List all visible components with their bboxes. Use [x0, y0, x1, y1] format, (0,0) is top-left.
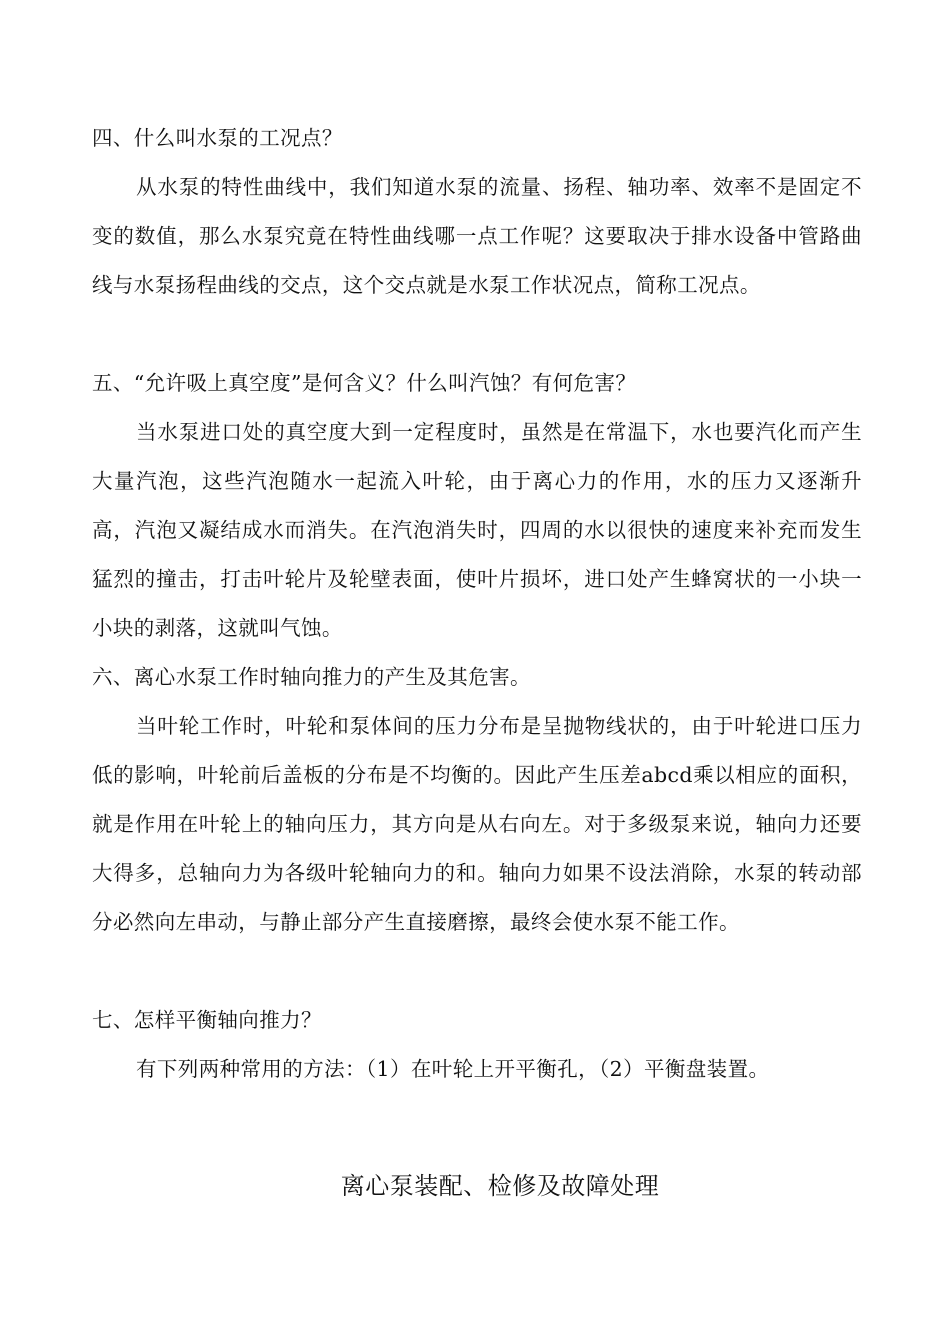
question-5-heading: 五、“允许吸上真空度”是何含义？什么叫汽蚀？有何危害？	[92, 371, 637, 395]
question-5-answer: 当水泵进口处的真空度大到一定程度时，虽然是在常温下，水也要汽化而产生大量汽泡，这些汽泡随水一起流入叶轮，由于离心力的作用，水的压力又逐渐升高，汽泡又凝结成水而消失。在汽泡消失时，四周的水以很快的速度来补充而发生猛烈的撞击，打击叶轮片及轮壁表面，使叶片损坏，进口处产生蜂窝状的一小块一小块的剥落，这就叫气蚀。	[92, 420, 862, 640]
question-4-answer: 从水泵的特性曲线中，我们知道水泵的流量、扬程、轴功率、效率不是固定不变的数值，那么水泵究竟在特性曲线哪一点工作呢？这要取决于排水设备中管路曲线与水泵扬程曲线的交点，这个交点就是水泵工作状况点，简称工况点。	[92, 175, 862, 297]
section-title: 离心泵装配、检修及故障处理	[340, 1172, 660, 1200]
question-7-answer: 有下列两种常用的方法：（1）在叶轮上开平衡孔，（2）平衡盘装置。	[136, 1057, 770, 1081]
question-6-answer: 当叶轮工作时，叶轮和泵体间的压力分布是呈抛物线状的，由于叶轮进口压力低的影响，叶轮前后盖板的分布是不均衡的。因此产生压差abcd乘以相应的面积，就是作用在叶轮上的轴向压力，其方向是从右向左。对于多级泵来说，轴向力还要大得多，总轴向力为各级叶轮轴向力的和。轴向力如果不设法消除，水泵的转动部分必然向左串动，与静止部分产生直接磨擦，最终会使水泵不能工作。	[92, 714, 862, 934]
question-6-heading: 六、离心水泵工作时轴向推力的产生及其危害。	[92, 665, 531, 689]
question-4-heading: 四、什么叫水泵的工况点？	[92, 126, 343, 150]
question-7-heading: 七、怎样平衡轴向推力？	[92, 1008, 322, 1032]
